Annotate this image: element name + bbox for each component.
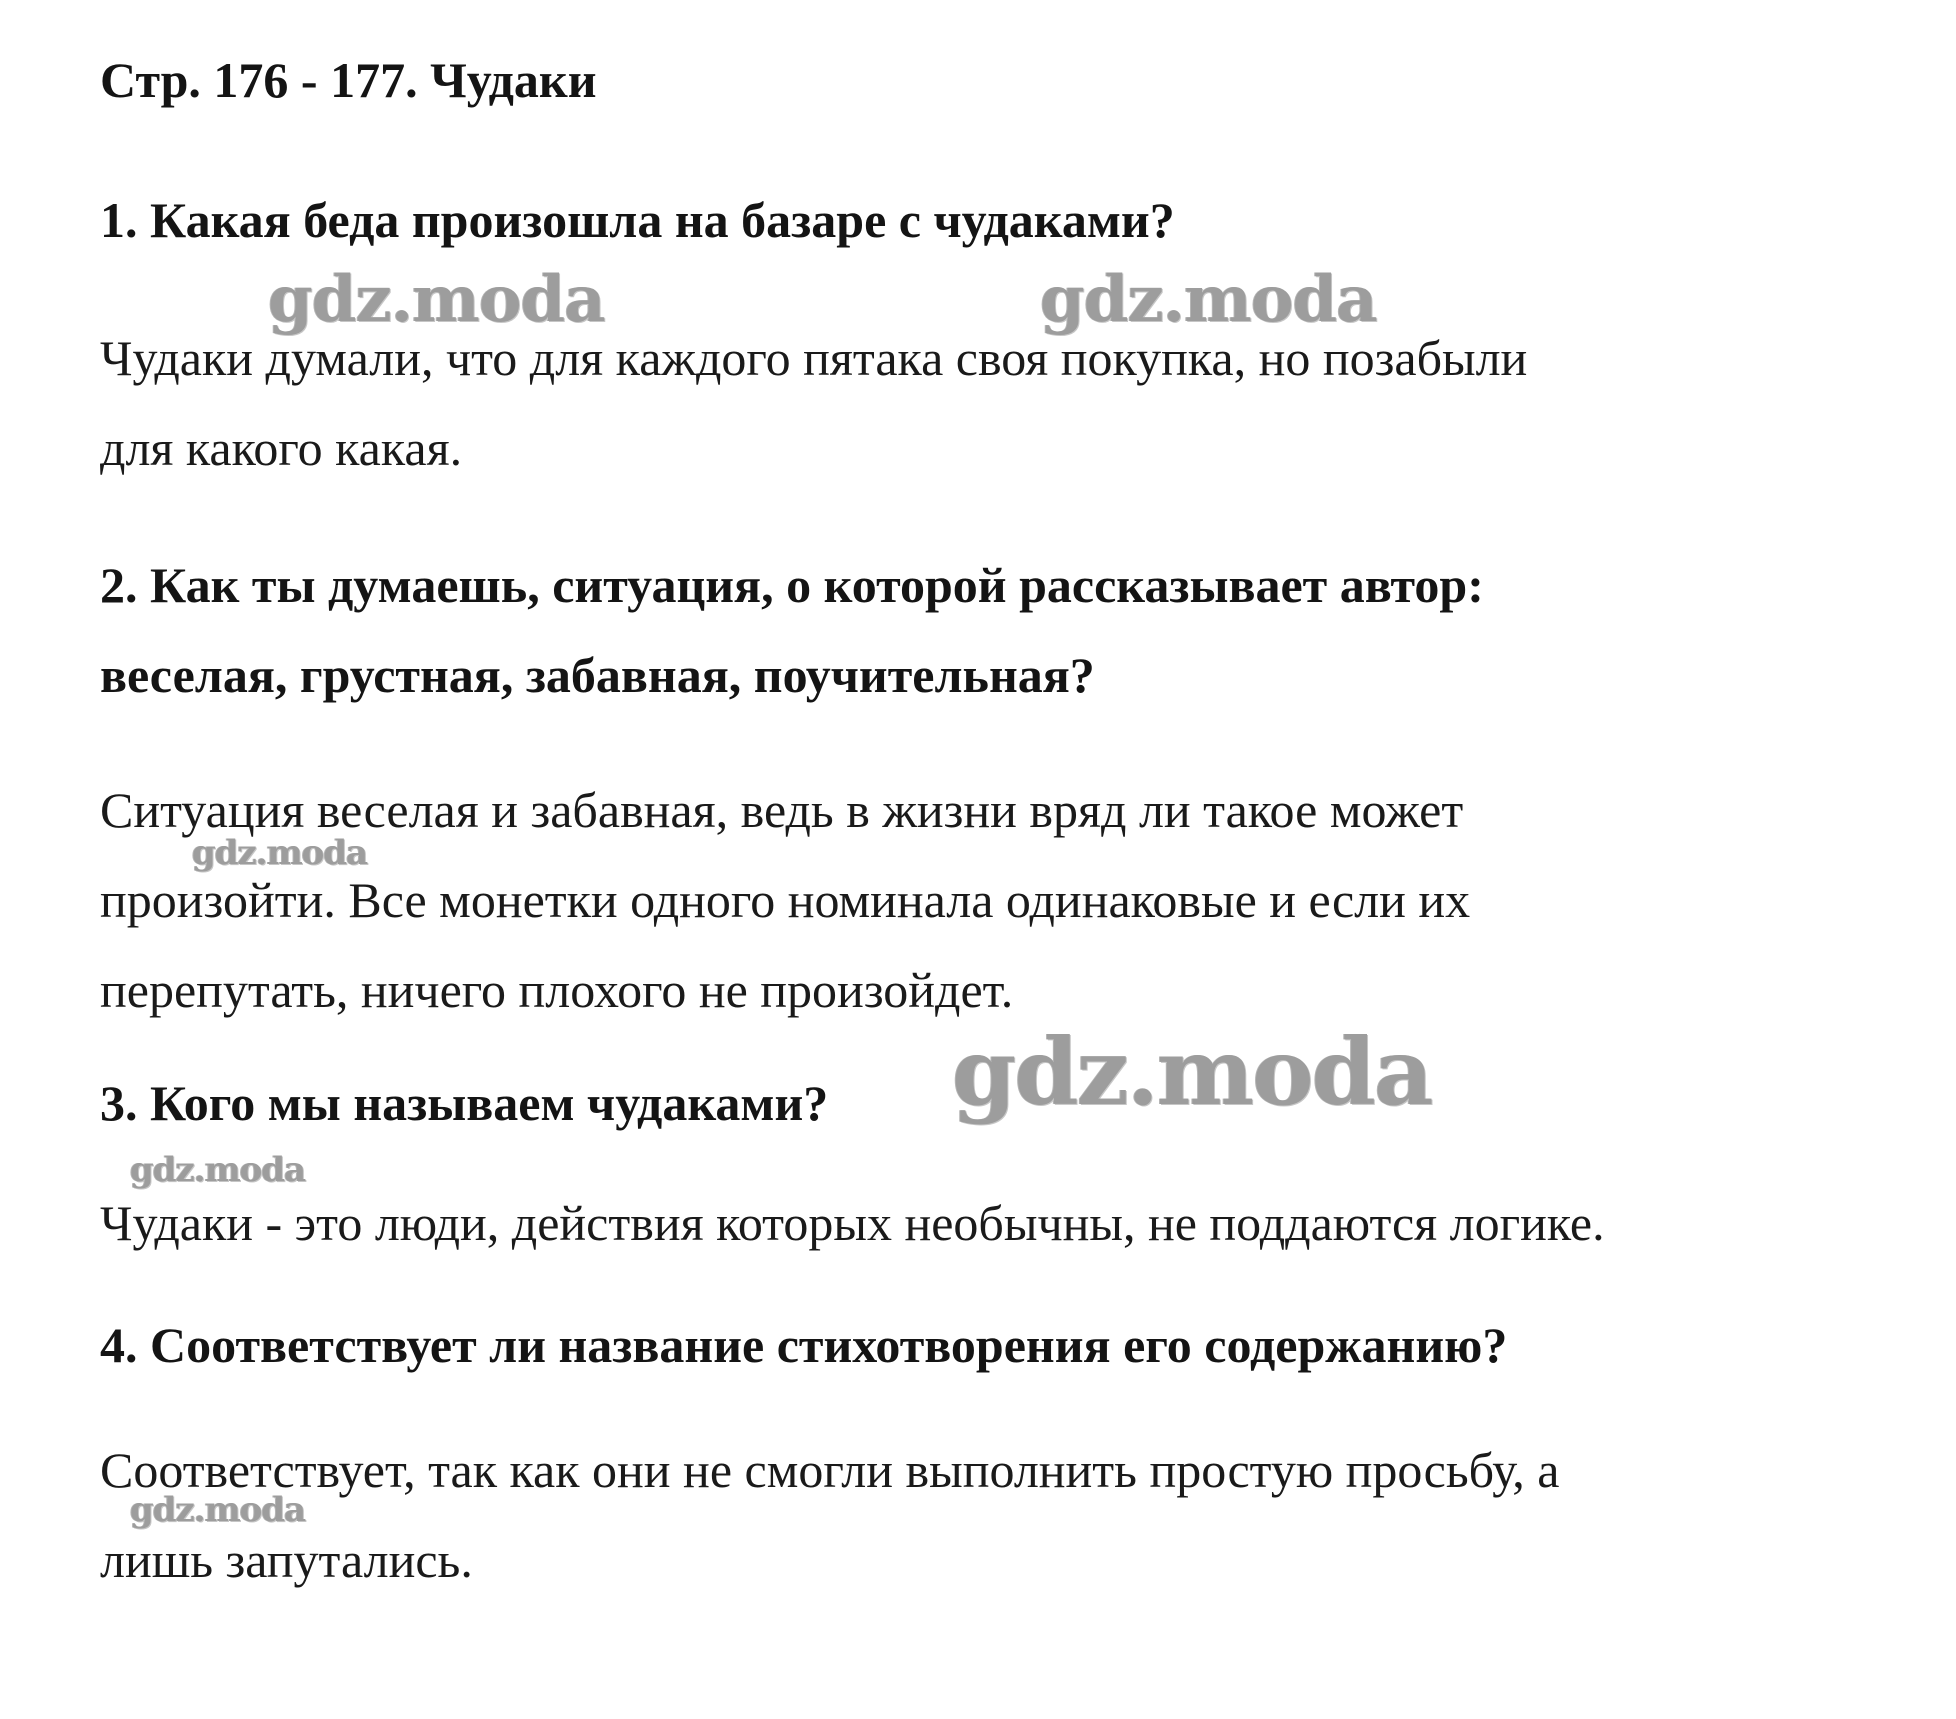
answer-1 — [100, 313, 1527, 493]
answer-2 — [100, 765, 1470, 1035]
answer-1-line-1: Чудаки думали, что для каждого пятака своя покупка, но позабыли — [100, 330, 1528, 386]
page-title: Стр. 176 - 177. Чудаки — [100, 52, 597, 108]
question-2-line-1: 2. Как ты думаешь, ситуация, о которой рассказывает автор: — [100, 557, 1484, 613]
answer-4 — [100, 1425, 1559, 1605]
answer-3: Чудаки - это люди, действия которых необычны, не поддаются логике. — [100, 1195, 1605, 1251]
watermark: gdz.moda — [192, 833, 368, 873]
question-2-line-2: веселая, грустная, забавная, поучительная? — [100, 647, 1095, 703]
watermark: gdz.moda — [268, 262, 605, 337]
watermark: gdz.moda — [1040, 262, 1377, 337]
answer-1-line-2: для какого какая. — [100, 420, 463, 476]
answer-4-line-2: лишь запутались. — [100, 1532, 473, 1588]
answer-2-line-2: произойти. Все монетки одного номинала одинаковые и если их — [100, 872, 1471, 928]
question-1: 1. Какая беда произошла на базаре с чудаками? — [100, 192, 1175, 248]
question-2 — [100, 540, 1484, 720]
question-3: 3. Кого мы называем чудаками? — [100, 1075, 829, 1131]
watermark: gdz.moda — [952, 1018, 1432, 1126]
watermark: gdz.moda — [130, 1150, 306, 1190]
answer-4-line-1: Соответствует, так как они не смогли выполнить простую просьбу, а — [100, 1442, 1560, 1498]
question-4: 4. Соответствует ли название стихотворения его содержанию? — [100, 1317, 1508, 1373]
watermark: gdz.moda — [130, 1490, 306, 1530]
answer-2-line-1: Ситуация веселая и забавная, ведь в жизни вряд ли такое может — [100, 782, 1464, 838]
answer-2-line-3: перепутать, ничего плохого не произойдет. — [100, 962, 1014, 1018]
